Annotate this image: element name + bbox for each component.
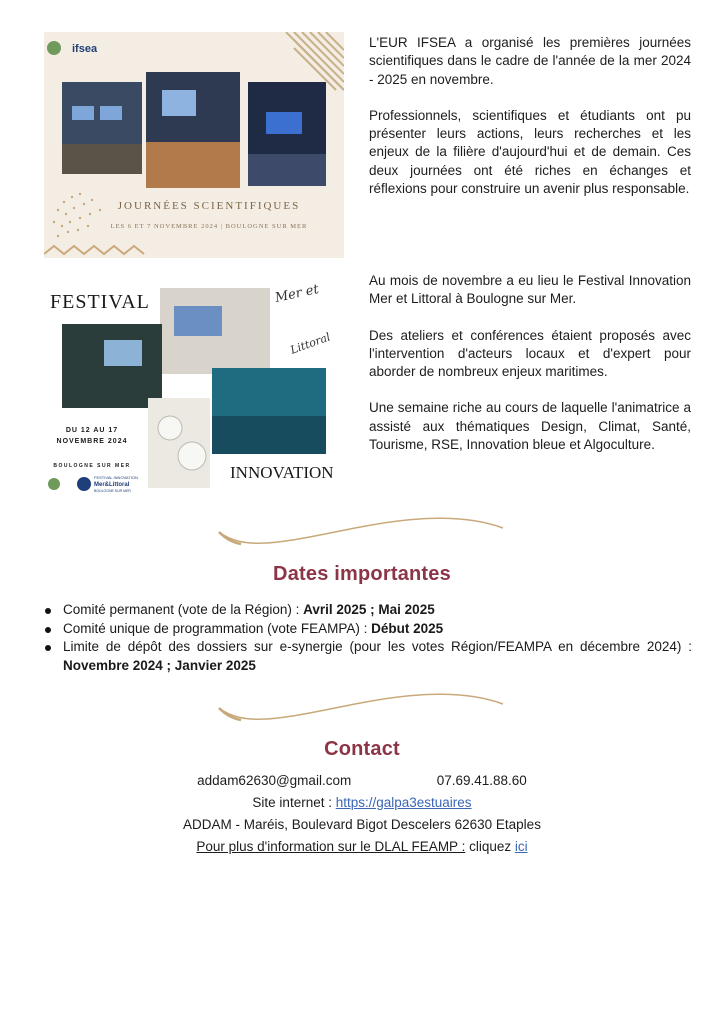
stripe-decoration xyxy=(286,32,344,90)
section2-paragraph-1: Au mois de novembre a eu lieu le Festival Innovation Mer et Littoral à Boulogne sur Mer. xyxy=(369,273,691,307)
festival-logo-icon xyxy=(77,477,91,491)
section2-paragraph-3: Une semaine riche au cours de laquelle l'animatrice a assisté aux thématiques Design, Climat, Santé, Tourisme, RSE, Innovation bleue et Algoculture. xyxy=(369,400,691,453)
festival-dates-line2: NOVEMBRE 2024 xyxy=(56,438,128,445)
info-link[interactable]: ici xyxy=(514,839,528,854)
festival-poster xyxy=(44,266,348,494)
journees-scientifiques-image xyxy=(44,32,344,258)
swash-divider-2 xyxy=(215,688,507,724)
dates-heading: Dates importantes xyxy=(273,563,451,585)
section1-paragraph-1: L'EUR IFSEA a organisé les premières journées scientifiques dans le cadre de l'année de la mer 2024 - 2025 en novembre. xyxy=(369,35,691,87)
contact-site xyxy=(0,795,724,810)
contact-address: ADDAM - Maréis, Boulevard Bigot Descelers 62630 Etaples xyxy=(183,817,541,832)
festival-logo-line3: BOULOGNE SUR MER xyxy=(94,489,131,493)
poster-title: JOURNÉES SCIENTIFIQUES xyxy=(117,200,301,212)
script-littoral: Littoral xyxy=(288,330,333,357)
section2-text xyxy=(369,272,691,472)
contact-email-phone xyxy=(0,773,724,788)
section1-text xyxy=(369,34,691,216)
festival-innovation-image xyxy=(44,266,348,494)
contact-email[interactable]: addam62630@gmail.com xyxy=(197,773,352,788)
contact-info xyxy=(0,839,724,854)
ifsea-logo: ifsea xyxy=(72,43,98,55)
section1-paragraph-2: Professionnels, scientifiques et étudiants ont pu présenter leurs actions, leurs recherches et les enjeux de la filière d'aujourd'hui et de demain. Ces deux journées ont été riches en échanges et réflexions pour construire un avenir plus responsable. xyxy=(369,107,691,197)
contact-heading: Contact xyxy=(324,738,400,760)
festival-logo-line1: FESTIVAL INNOVATION xyxy=(94,475,138,480)
photo-food xyxy=(148,398,210,488)
info-label: Pour plus d'information sur le DLAL FEAMP : xyxy=(196,839,466,854)
list-item: Comité permanent (vote de la Région) : Avril 2025 ; Mai 2025 xyxy=(44,601,692,620)
festival-dates-line1: DU 12 AU 17 xyxy=(65,427,119,434)
dots-decoration xyxy=(53,193,101,237)
festival-title: FESTIVAL xyxy=(50,291,150,313)
script-mer-et: Mer et xyxy=(273,282,321,306)
list-item: Comité unique de programmation (vote FEAMPA) : Début 2025 xyxy=(44,620,692,639)
contact-phone: 07.69.41.88.60 xyxy=(436,773,527,788)
section2-paragraph-2: Des ateliers et conférences étaient proposés avec l'intervention d'acteurs locaux et d'expert pour aborder de nombreux enjeux maritimes. xyxy=(369,327,691,380)
festival-logo-line2: Mer&Littoral xyxy=(94,482,130,488)
info-mid: cliquez xyxy=(465,839,515,854)
dates-list xyxy=(44,601,692,675)
eur-logo xyxy=(47,41,61,55)
innovation-title: INNOVATION xyxy=(230,463,334,482)
poster-subtitle: LES 6 ET 7 NOVEMBRE 2024 | BOULOGNE SUR MER xyxy=(110,223,308,230)
eur-logo-small xyxy=(48,478,60,490)
site-label: Site internet : xyxy=(252,795,336,810)
swash-divider-1 xyxy=(215,512,507,548)
list-item: Limite de dépôt des dossiers sur e-synergie (pour les votes Région/FEAMPA en décembre 2024) : Novembre 2024 ; Janvier 2025 xyxy=(44,638,692,675)
journees-scientifiques-poster xyxy=(44,32,344,258)
site-link[interactable]: https://galpa3estuaires xyxy=(335,795,472,810)
festival-place: BOULOGNE SUR MER xyxy=(53,463,131,469)
zigzag-decoration xyxy=(44,246,144,254)
